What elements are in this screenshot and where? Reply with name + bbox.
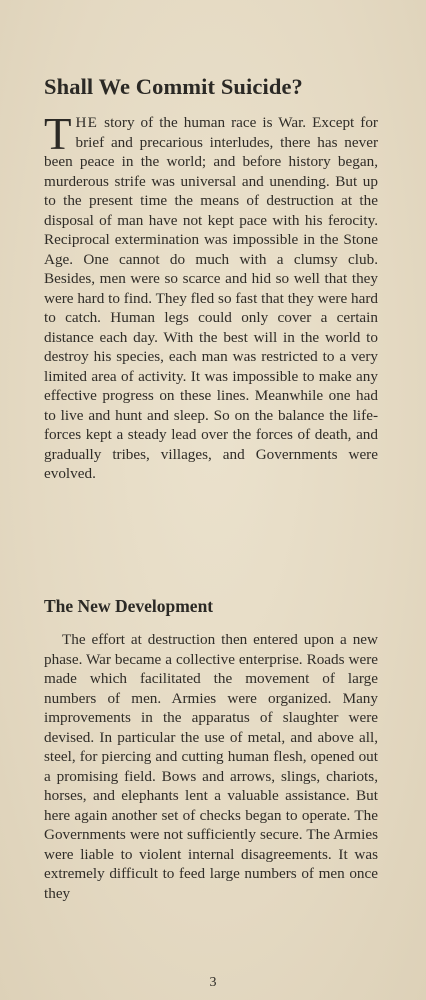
article-title: Shall We Commit Suicide? [44, 74, 303, 99]
paragraph-lead-word: HE [75, 114, 99, 131]
section-subheading: The New Development [44, 596, 214, 616]
paragraph-new-development: The effort at destruction then entered upon a new phase. War became a collective enterprise. Roads were made which facilitated the movement of large numbers of men. Armies were organized. Many improvements in the apparatus of slaughter were devised. In particular the use of metal, and above all, steel, for piercing and cutting human flesh, opened out a promising field. Bows and arrows, slings, chariots, horses, and elephants lent a valuable assistance. But here again another set of checks began to operate. The Governments were not sufficiently secure. The Armies were liable to violent internal disagreements. It was extremely difficult to feed large numbers of men once they [44, 631, 378, 902]
page-number: 3 [209, 975, 217, 990]
paragraph-intro [44, 109, 378, 484]
drop-cap: T [44, 109, 72, 159]
paragraph-intro-text: story of the human race is War. Except for brief and precarious interludes, there has never been peace in the world; and before history began, murderous strife was universal and unending. But up to the present time the means of destruction at the disposal of man have not kept pace with his ferocity. Reciprocal extermination was impossible in the Stone Age. One cannot do much with a clumsy club. Besides, men were so scarce and hid so well that they were hard to find. They fled so fast that they were hard to catch. Human legs could only cover a certain distance each day. With the best will in the world to destroy his species, each man was restricted to a very limited area of activity. It was impossible to make any effective progress on these lines. Meanwhile one had to live and hunt and sleep. So on the balance the life-forces kept a steady lead over the forces of death, and gradually tribes, villages, and Governments were evolved. [44, 114, 378, 482]
